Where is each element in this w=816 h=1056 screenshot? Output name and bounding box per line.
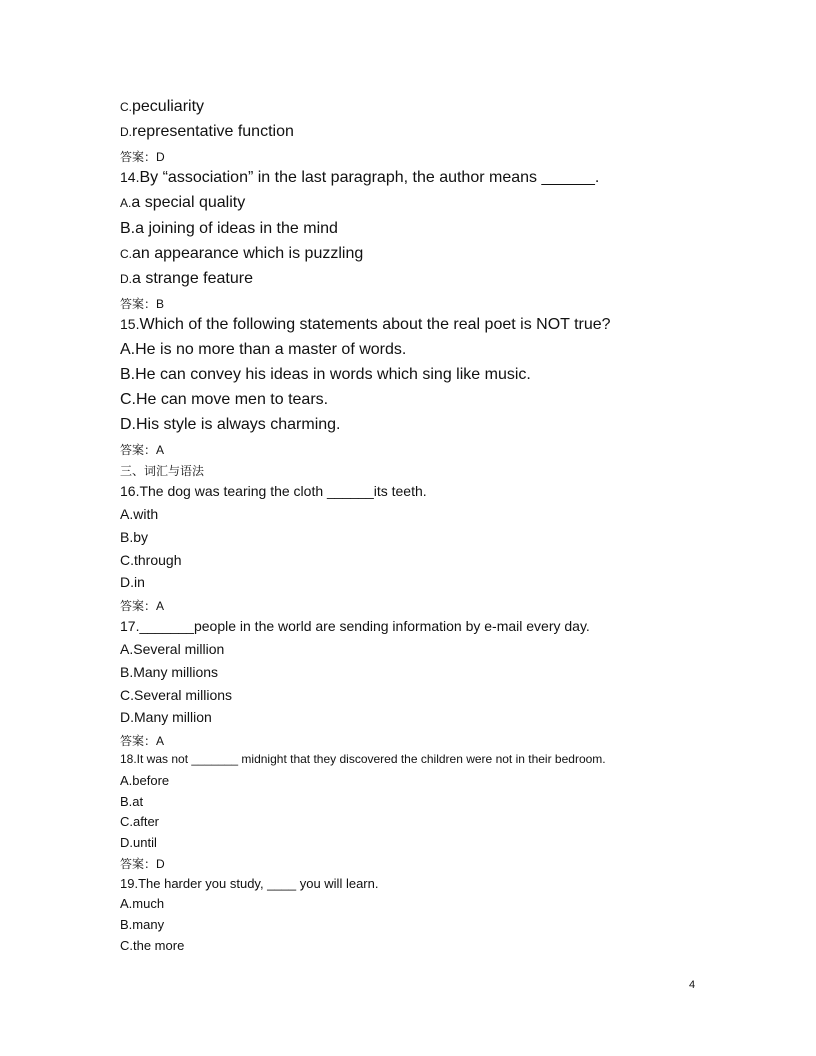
option-prefix: C. — [120, 100, 132, 114]
option-a-text: A.with — [120, 506, 159, 522]
option-c-text: C.Several millions — [120, 687, 233, 703]
option-c-text — [120, 245, 363, 263]
option-a-text — [120, 194, 245, 212]
question-number: 14. — [120, 169, 140, 185]
question-text: By “association” in the last paragraph, the author means ______. — [139, 169, 600, 186]
option-prefix: D. — [120, 272, 132, 286]
option-a-text: A.Several million — [120, 641, 225, 657]
option-c-text — [120, 98, 204, 116]
option-c-text: C.after — [120, 814, 160, 829]
option-d-text: D.Many million — [120, 709, 212, 725]
option-b-text: B.a joining of ideas in the mind — [120, 220, 338, 237]
option-a-text: A.much — [120, 896, 165, 911]
option-d-text: D.in — [120, 574, 145, 590]
option-text: a strange feature — [132, 270, 253, 287]
question-14 — [120, 169, 599, 187]
option-b-text: B.by — [120, 529, 149, 545]
option-text: a special quality — [131, 194, 246, 211]
option-prefix: D. — [120, 125, 132, 139]
option-prefix: C. — [120, 247, 132, 261]
option-text: an appearance which is puzzling — [132, 245, 364, 262]
option-b-text: B.many — [120, 917, 165, 932]
question-18: 18.It was not _______ midnight that they discovered the children were not in their bedroom. — [120, 752, 606, 766]
option-b-text: B.Many millions — [120, 664, 219, 680]
option-a-text: A.before — [120, 773, 170, 788]
option-prefix: A. — [120, 196, 132, 210]
section-heading: 三、词汇与语法 — [120, 464, 205, 478]
option-c-text: C.through — [120, 552, 182, 568]
option-text: peculiarity — [132, 98, 205, 115]
page-number: 4 — [689, 979, 696, 991]
option-b-text: B.at — [120, 794, 144, 809]
option-c-text: C.He can move men to tears. — [120, 391, 329, 408]
option-b-text: B.He can convey his ideas in words which sing like music. — [120, 366, 531, 383]
answer-line: 答案：A — [120, 734, 165, 748]
question-number: 15. — [120, 316, 140, 332]
question-19: 19.The harder you study, ____ you will learn. — [120, 876, 379, 891]
option-d-text: D.until — [120, 835, 157, 850]
answer-line: 答案：D — [120, 857, 165, 871]
option-c-text: C.the more — [120, 938, 185, 953]
question-15 — [120, 316, 611, 334]
answer-line: 答案：D — [120, 150, 165, 164]
answer-line: 答案：B — [120, 297, 165, 311]
option-text: representative function — [132, 123, 294, 140]
answer-line: 答案：A — [120, 599, 165, 613]
option-d-text — [120, 270, 253, 288]
question-text: Which of the following statements about the real poet is NOT true? — [139, 316, 611, 333]
question-17: 17._______people in the world are sending information by e-mail every day. — [120, 618, 590, 634]
option-d-text — [120, 123, 294, 141]
answer-line: 答案：A — [120, 443, 165, 457]
question-16: 16.The dog was tearing the cloth ______its teeth. — [120, 483, 427, 499]
option-a-text: A.He is no more than a master of words. — [120, 341, 407, 358]
option-d-text: D.His style is always charming. — [120, 416, 341, 433]
